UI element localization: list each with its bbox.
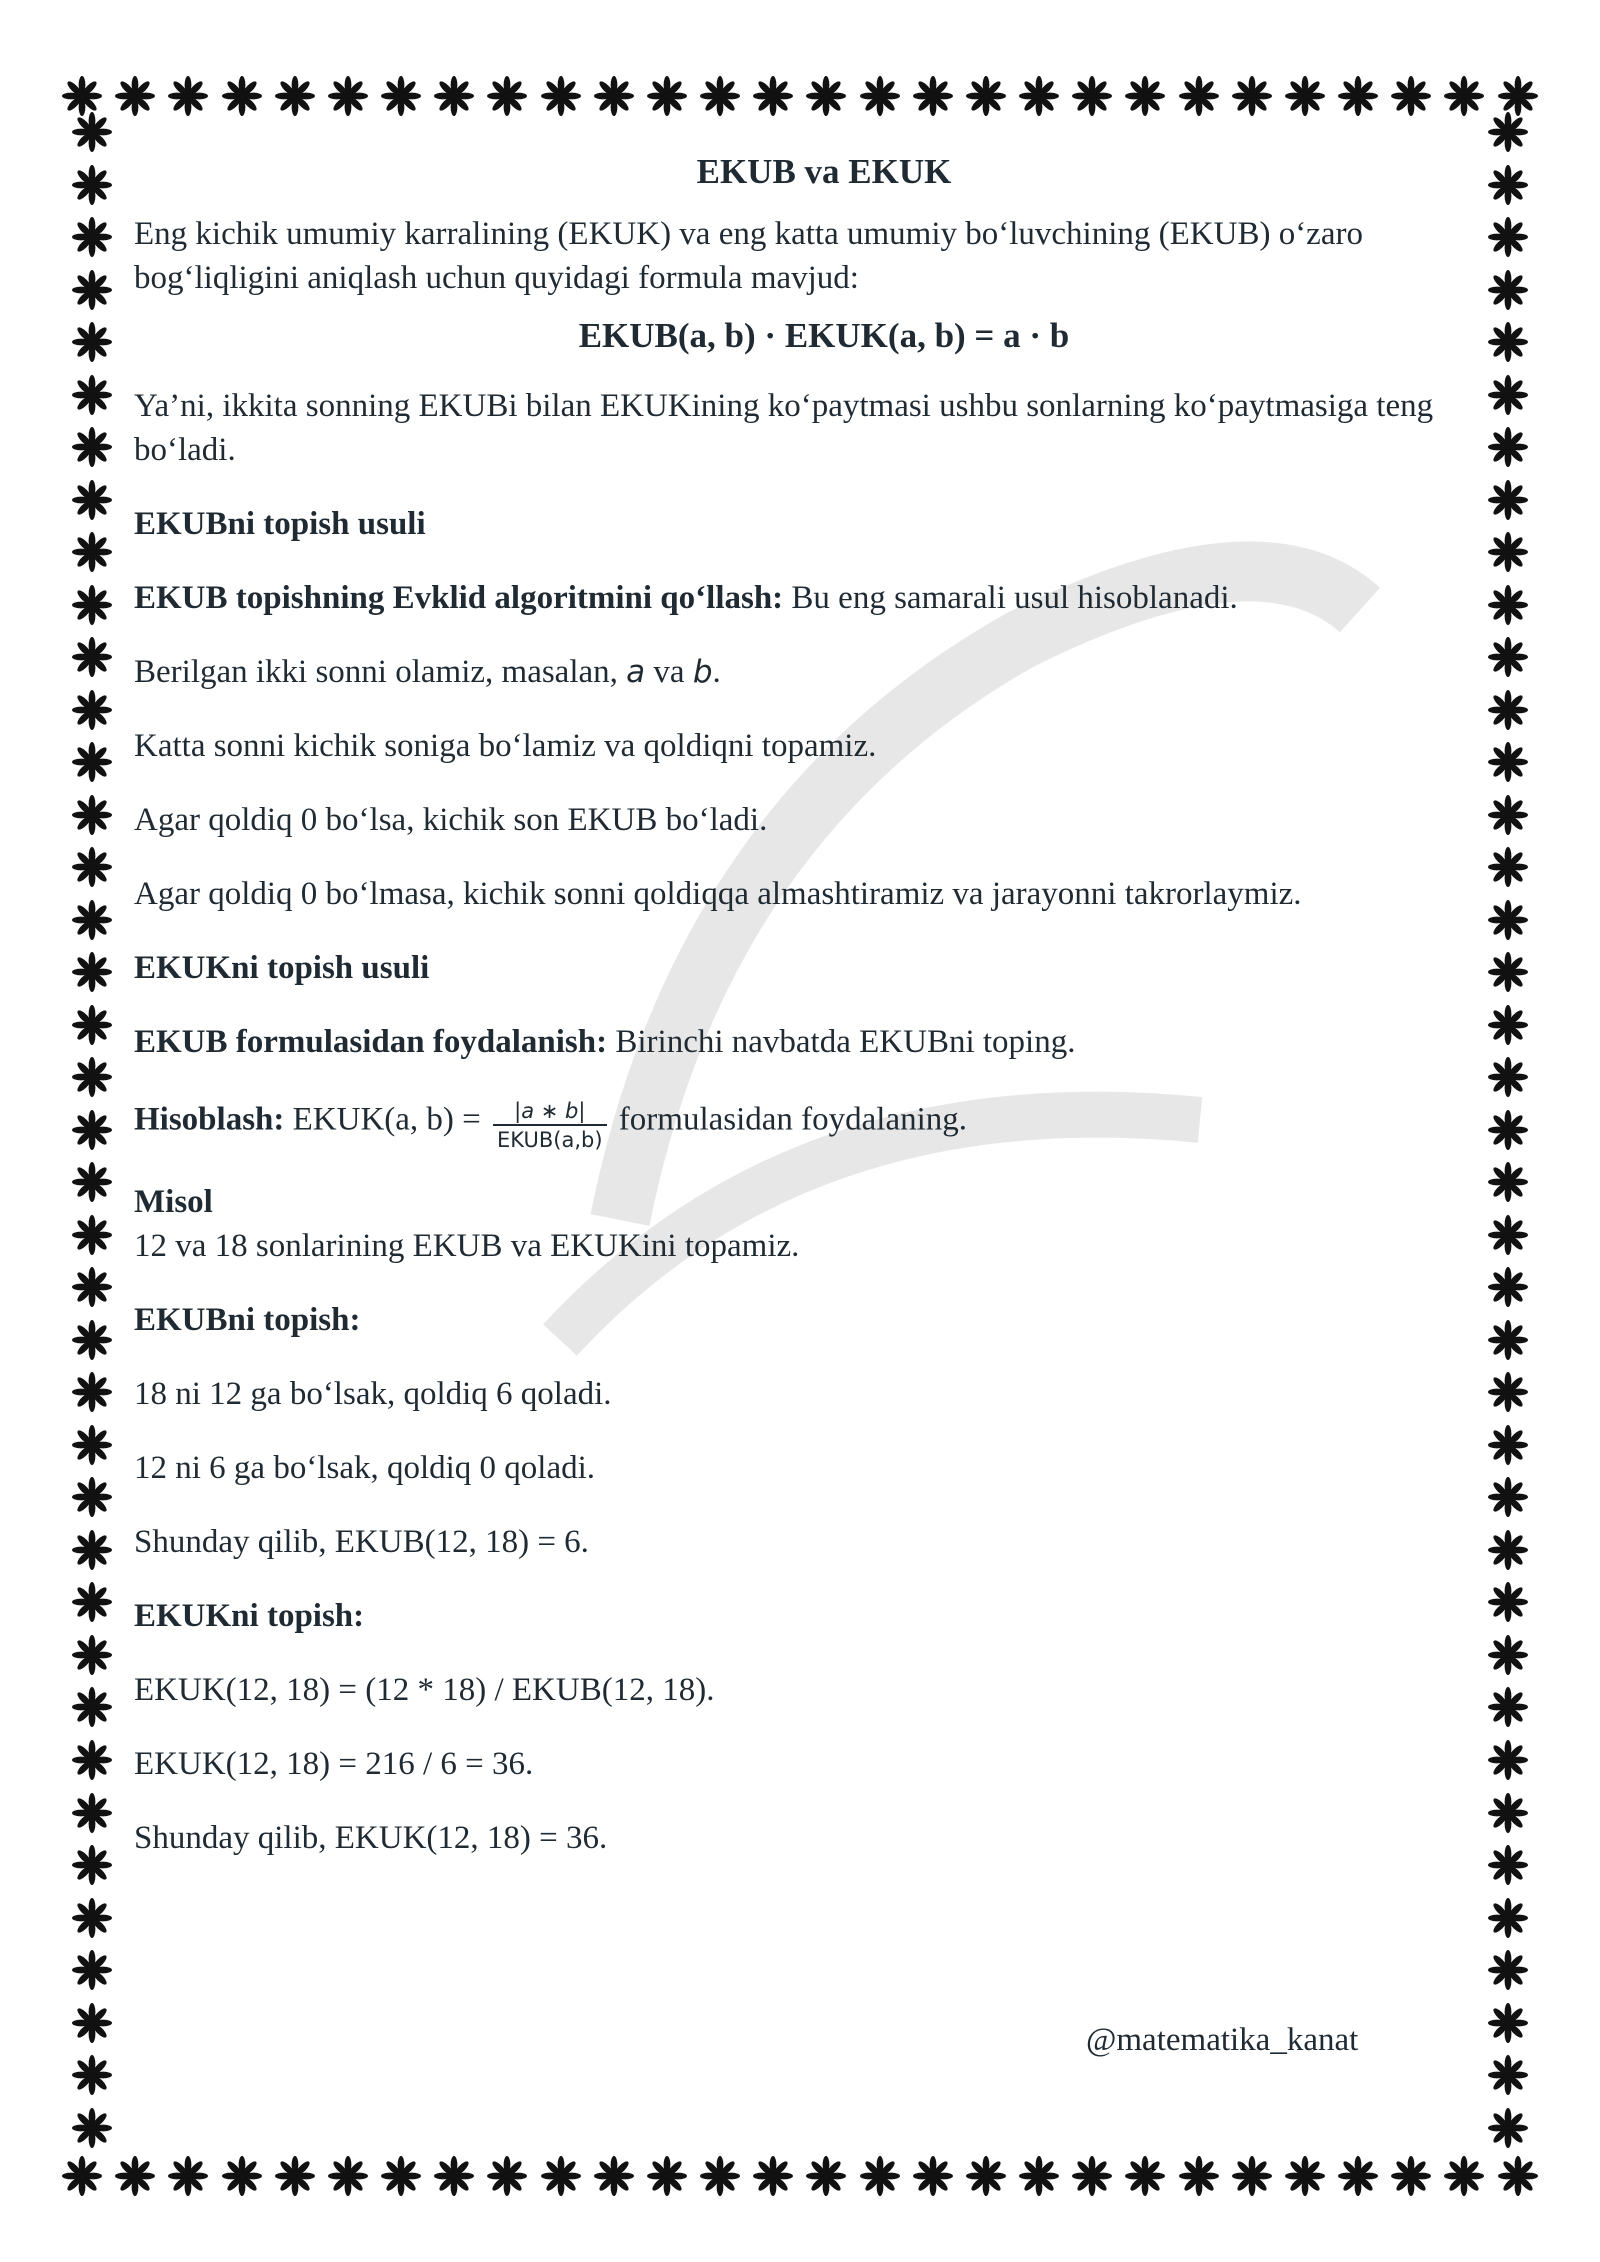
asterisk-flower-icon [70, 373, 114, 417]
ekub-heading: EKUBni topish usuli [134, 506, 426, 542]
asterisk-flower-icon [1442, 74, 1486, 118]
asterisk-flower-icon [1123, 74, 1167, 118]
asterisk-flower-icon [1017, 2154, 1061, 2198]
asterisk-flower-icon [113, 74, 157, 118]
asterisk-flower-icon [645, 2154, 689, 2198]
asterisk-flower-icon [70, 950, 114, 994]
asterisk-flower-icon [485, 2154, 529, 2198]
calc-suffix: formulasidan foydalaning. [610, 1101, 968, 1138]
asterisk-flower-icon [1230, 2154, 1274, 2198]
asterisk-flower-icon [1486, 1475, 1530, 1519]
asterisk-flower-icon [1486, 1633, 1530, 1677]
asterisk-flower-icon [70, 530, 114, 574]
asterisk-flower-icon [1486, 1213, 1530, 1257]
asterisk-flower-icon [326, 2154, 370, 2198]
asterisk-flower-icon [1486, 740, 1530, 784]
ekub-method [134, 576, 1474, 620]
asterisk-flower-icon [70, 845, 114, 889]
asterisk-flower-icon [70, 1896, 114, 1940]
asterisk-flower-icon [432, 2154, 476, 2198]
example-heading: Misol [134, 1184, 213, 1220]
asterisk-flower-icon [592, 74, 636, 118]
asterisk-flower-icon [804, 2154, 848, 2198]
asterisk-flower-icon [539, 2154, 583, 2198]
asterisk-flower-icon [1486, 1370, 1530, 1414]
asterisk-flower-icon [1486, 268, 1530, 312]
asterisk-flower-icon [70, 425, 114, 469]
asterisk-flower-icon [70, 1003, 114, 1047]
border-top [60, 66, 1540, 126]
border-right [1478, 110, 1538, 2150]
asterisk-flower-icon [166, 2154, 210, 2198]
asterisk-flower-icon [70, 1633, 114, 1677]
asterisk-flower-icon [1486, 950, 1530, 994]
asterisk-flower-icon [592, 2154, 636, 2198]
asterisk-flower-icon [70, 2106, 114, 2150]
example-ekub-line-1: 18 ni 12 ga bo‘lsak, qoldiq 6 qoladi. [134, 1376, 612, 1412]
asterisk-flower-icon [1177, 2154, 1221, 2198]
asterisk-flower-icon [1486, 1791, 1530, 1835]
asterisk-flower-icon [1486, 1685, 1530, 1729]
ekub-method-text: Bu eng samarali usul hisoblanadi. [783, 580, 1238, 616]
ekuk-method [134, 1020, 1474, 1064]
ekuk-method-text: Birinchi navbatda EKUBni toping. [607, 1024, 1076, 1060]
step1-period: . [712, 654, 721, 690]
ekuk-calculation [134, 1094, 1474, 1150]
asterisk-flower-icon [1486, 1003, 1530, 1047]
ekub-step-3: Agar qoldiq 0 bo‘lsa, kichik son EKUB bo‘ladi. [134, 802, 768, 838]
asterisk-flower-icon [1177, 74, 1221, 118]
asterisk-flower-icon [1486, 1423, 1530, 1467]
asterisk-flower-icon [1486, 2106, 1530, 2150]
asterisk-flower-icon [1123, 2154, 1167, 2198]
asterisk-flower-icon [70, 1791, 114, 1835]
asterisk-flower-icon [1486, 1108, 1530, 1152]
document-title: EKUB va EKUK [696, 152, 952, 191]
calc-prefix: EKUK(a, b) = [284, 1101, 490, 1138]
asterisk-flower-icon [1496, 2154, 1540, 2198]
asterisk-flower-icon [70, 1318, 114, 1362]
channel-handle: @matematika_kanat [1086, 2022, 1359, 2058]
asterisk-flower-icon [858, 74, 902, 118]
ekub-method-label: EKUB topishning Evklid algoritmini qo‘llash: [134, 580, 784, 616]
ekub-step-2: Katta sonni kichik soniga bo‘lamiz va qoldiqni topamiz. [134, 728, 877, 764]
asterisk-flower-icon [1486, 1528, 1530, 1572]
asterisk-flower-icon [432, 74, 476, 118]
asterisk-flower-icon [70, 1475, 114, 1519]
ekub-step-1 [134, 650, 1474, 694]
asterisk-flower-icon [70, 163, 114, 207]
intro-paragraph: Eng kichik umumiy karralining (EKUK) va eng katta umumiy bo‘luvchining (EKUB) o‘zaro bog‘liqligini aniqlash uchun quyidagi formula mavjud: [134, 216, 1363, 296]
asterisk-flower-icon [1496, 74, 1540, 118]
asterisk-flower-icon [70, 110, 114, 154]
asterisk-flower-icon [1486, 373, 1530, 417]
asterisk-flower-icon [1486, 1265, 1530, 1309]
asterisk-flower-icon [220, 74, 264, 118]
asterisk-flower-icon [1486, 478, 1530, 522]
asterisk-flower-icon [70, 1423, 114, 1467]
asterisk-flower-icon [1486, 1843, 1530, 1887]
asterisk-flower-icon [70, 1738, 114, 1782]
asterisk-flower-icon [1486, 320, 1530, 364]
step1-and: va [645, 654, 693, 690]
asterisk-flower-icon [539, 74, 583, 118]
asterisk-flower-icon [1486, 635, 1530, 679]
fraction-denominator: EKUB(a,b) [493, 1124, 607, 1154]
asterisk-flower-icon [1389, 2154, 1433, 2198]
asterisk-flower-icon [70, 1528, 114, 1572]
asterisk-flower-icon [964, 74, 1008, 118]
border-bottom [60, 2146, 1540, 2206]
asterisk-flower-icon [485, 74, 529, 118]
asterisk-flower-icon [698, 74, 742, 118]
asterisk-flower-icon [70, 1108, 114, 1152]
asterisk-flower-icon [1389, 74, 1433, 118]
asterisk-flower-icon [60, 74, 104, 118]
asterisk-flower-icon [70, 268, 114, 312]
fraction-numerator: |a ∗ b| [514, 1099, 586, 1123]
asterisk-flower-icon [804, 74, 848, 118]
example-ekuk-heading: EKUKni topish: [134, 1598, 365, 1634]
asterisk-flower-icon [379, 2154, 423, 2198]
example-ekub-line-2: 12 ni 6 ga bo‘lsak, qoldiq 0 qoladi. [134, 1450, 596, 1486]
asterisk-flower-icon [1486, 688, 1530, 732]
asterisk-flower-icon [1486, 1055, 1530, 1099]
asterisk-flower-icon [1486, 583, 1530, 627]
asterisk-flower-icon [70, 635, 114, 679]
asterisk-flower-icon [70, 2001, 114, 2045]
asterisk-flower-icon [911, 74, 955, 118]
asterisk-flower-icon [1486, 845, 1530, 889]
asterisk-flower-icon [1230, 74, 1274, 118]
main-formula: EKUB(a, b) · EKUK(a, b) = a · b [578, 316, 1070, 355]
step1-text: Berilgan ikki sonni olamiz, masalan, [134, 654, 627, 690]
asterisk-flower-icon [70, 1370, 114, 1414]
asterisk-flower-icon [1336, 74, 1380, 118]
asterisk-flower-icon [1486, 110, 1530, 154]
example-ekuk-line-2: EKUK(12, 18) = 216 / 6 = 36. [134, 1746, 534, 1782]
asterisk-flower-icon [70, 740, 114, 784]
asterisk-flower-icon [1486, 1738, 1530, 1782]
explanation-paragraph: Ya’ni, ikkita sonning EKUBi bilan EKUKining ko‘paytmasi ushbu sonlarning ko‘paytmasiga teng bo‘ladi. [134, 388, 1434, 468]
asterisk-flower-icon [1486, 1318, 1530, 1362]
asterisk-flower-icon [1070, 74, 1114, 118]
example-statement: 12 va 18 sonlarining EKUB va EKUKini topamiz. [134, 1228, 800, 1264]
fraction [493, 1098, 607, 1154]
example-ekub-result: Shunday qilib, EKUB(12, 18) = 6. [134, 1524, 589, 1560]
asterisk-flower-icon [273, 74, 317, 118]
asterisk-flower-icon [1486, 793, 1530, 837]
asterisk-flower-icon [751, 2154, 795, 2198]
asterisk-flower-icon [1486, 215, 1530, 259]
asterisk-flower-icon [326, 74, 370, 118]
asterisk-flower-icon [70, 1055, 114, 1099]
asterisk-flower-icon [60, 2154, 104, 2198]
asterisk-flower-icon [70, 1948, 114, 1992]
asterisk-flower-icon [70, 1685, 114, 1729]
asterisk-flower-icon [645, 74, 689, 118]
asterisk-flower-icon [70, 215, 114, 259]
border-left [62, 110, 122, 2150]
asterisk-flower-icon [70, 688, 114, 732]
asterisk-flower-icon [858, 2154, 902, 2198]
asterisk-flower-icon [70, 1843, 114, 1887]
asterisk-flower-icon [964, 2154, 1008, 2198]
document-body [134, 150, 1474, 1860]
example-ekuk-line-1: EKUK(12, 18) = (12 * 18) / EKUB(12, 18). [134, 1672, 715, 1708]
asterisk-flower-icon [1486, 425, 1530, 469]
asterisk-flower-icon [1486, 530, 1530, 574]
asterisk-flower-icon [70, 1213, 114, 1257]
example-ekub-heading: EKUBni topish: [134, 1302, 361, 1338]
asterisk-flower-icon [1486, 163, 1530, 207]
asterisk-flower-icon [1336, 2154, 1380, 2198]
asterisk-flower-icon [751, 74, 795, 118]
ekuk-heading: EKUKni topish usuli [134, 950, 430, 986]
asterisk-flower-icon [166, 74, 210, 118]
asterisk-flower-icon [70, 583, 114, 627]
asterisk-flower-icon [1486, 898, 1530, 942]
asterisk-flower-icon [220, 2154, 264, 2198]
asterisk-flower-icon [70, 1580, 114, 1624]
asterisk-flower-icon [1486, 1948, 1530, 1992]
asterisk-flower-icon [1442, 2154, 1486, 2198]
asterisk-flower-icon [911, 2154, 955, 2198]
asterisk-flower-icon [70, 320, 114, 364]
asterisk-flower-icon [1486, 2053, 1530, 2097]
asterisk-flower-icon [1283, 74, 1327, 118]
asterisk-flower-icon [1283, 2154, 1327, 2198]
asterisk-flower-icon [273, 2154, 317, 2198]
asterisk-flower-icon [70, 793, 114, 837]
asterisk-flower-icon [1486, 1580, 1530, 1624]
variable-b: b [692, 654, 713, 690]
example-ekuk-result: Shunday qilib, EKUK(12, 18) = 36. [134, 1820, 608, 1856]
asterisk-flower-icon [1017, 74, 1061, 118]
asterisk-flower-icon [379, 74, 423, 118]
asterisk-flower-icon [70, 478, 114, 522]
asterisk-flower-icon [1486, 1160, 1530, 1204]
asterisk-flower-icon [113, 2154, 157, 2198]
asterisk-flower-icon [1486, 2001, 1530, 2045]
ekuk-method-label: EKUB formulasidan foydalanish: [134, 1024, 608, 1060]
calc-label: Hisoblash: [134, 1101, 285, 1138]
asterisk-flower-icon [698, 2154, 742, 2198]
asterisk-flower-icon [70, 1160, 114, 1204]
asterisk-flower-icon [70, 1265, 114, 1309]
asterisk-flower-icon [1070, 2154, 1114, 2198]
asterisk-flower-icon [70, 898, 114, 942]
ekub-step-4: Agar qoldiq 0 bo‘lmasa, kichik sonni qoldiqqa almashtiramiz va jarayonni takrorlaymiz. [134, 876, 1302, 912]
asterisk-flower-icon [1486, 1896, 1530, 1940]
variable-a: a [626, 654, 646, 690]
asterisk-flower-icon [70, 2053, 114, 2097]
